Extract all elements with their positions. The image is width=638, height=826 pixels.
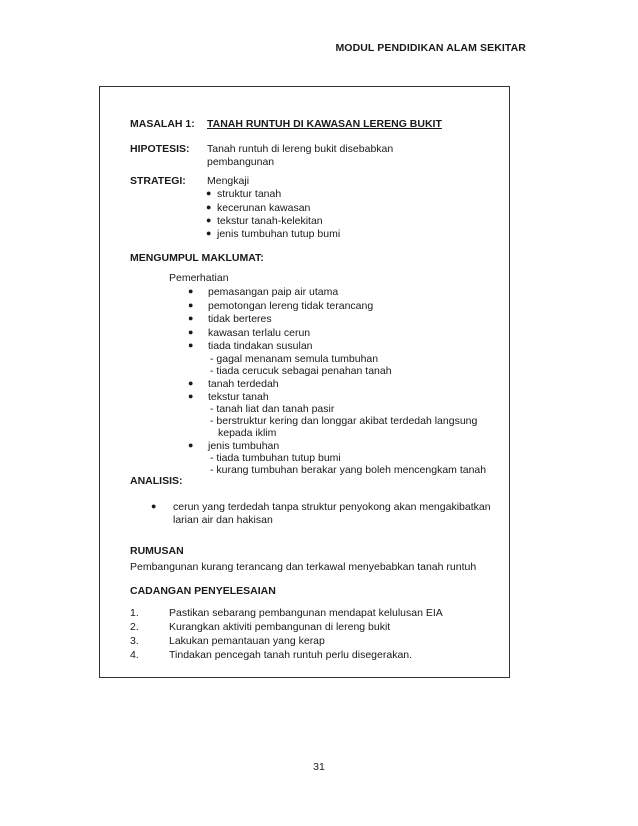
bullet-icon: ●	[206, 228, 212, 238]
observation-item-1: pemasangan paip air utama	[208, 286, 339, 298]
analisis-line-1: cerun yang terdedah tanpa struktur penyokong akan mengakibatkan	[173, 501, 491, 513]
observation-item-8: jenis tumbuhan	[208, 440, 280, 452]
bullet-icon: ●	[206, 188, 212, 198]
bullet-icon: ●	[206, 215, 212, 225]
page-number: 31	[313, 761, 325, 773]
analisis-line-2: larian air dan hakisan	[173, 514, 273, 526]
cadangan-item-3: Lakukan pemantauan yang kerap	[169, 635, 325, 647]
pemerhatian-label: Pemerhatian	[169, 272, 229, 284]
strategi-item-4: jenis tumbuhan tutup bumi	[217, 228, 341, 240]
cadangan-item-1: Pastikan sebarang pembangunan mendapat kelulusan EIA	[169, 607, 443, 619]
observation-item-4: kawasan terlalu cerun	[208, 327, 311, 339]
observation-item-6: tanah terdedah	[208, 378, 279, 390]
masalah-title: TANAH RUNTUH DI KAWASAN LERENG BUKIT	[207, 118, 442, 130]
observation-item-5: tiada tindakan susulan	[208, 340, 313, 352]
bullet-icon: ●	[188, 313, 194, 323]
observation-item-3: tidak berteres	[208, 313, 272, 325]
rumusan-text: Pembangunan kurang terancang dan terkawal menyebabkan tanah runtuh	[130, 561, 477, 573]
susulan-sub-1: - gagal menanam semula tumbuhan	[210, 353, 379, 365]
cadangan-label: CADANGAN PENYELESAIAN	[130, 585, 276, 597]
bullet-icon: ●	[188, 340, 194, 350]
tekstur-sub-1: - tanah liat dan tanah pasir	[210, 403, 335, 415]
bullet-icon: ●	[188, 391, 194, 401]
hipotesis-line-2: pembangunan	[207, 156, 275, 168]
observation-item-7: tekstur tanah	[208, 391, 269, 403]
rumusan-label: RUMUSAN	[130, 545, 184, 557]
cadangan-item-4: Tindakan pencegah tanah runtuh perlu disegerakan.	[169, 649, 413, 661]
bullet-icon: ●	[188, 440, 194, 450]
susulan-sub-2: - tiada cerucuk sebagai penahan tanah	[210, 365, 392, 377]
bullet-icon: ●	[188, 300, 194, 310]
bullet-icon: ●	[188, 378, 194, 388]
module-header: MODUL PENDIDIKAN ALAM SEKITAR	[335, 42, 526, 54]
strategi-item-3: tekstur tanah-kelekitan	[217, 215, 323, 227]
cadangan-num-2: 2.	[130, 621, 139, 633]
masalah-label: MASALAH 1:	[130, 118, 195, 130]
cadangan-num-3: 3.	[130, 635, 139, 647]
cadangan-num-1: 1.	[130, 607, 139, 619]
bullet-icon: ●	[151, 501, 157, 511]
analisis-label: ANALISIS:	[130, 475, 183, 487]
strategi-intro: Mengkaji	[207, 175, 250, 187]
strategi-item-1: struktur tanah	[217, 188, 282, 200]
hipotesis-line-1: Tanah runtuh di lereng bukit disebabkan	[207, 143, 394, 155]
cadangan-item-2: Kurangkan aktiviti pembangunan di lereng bukit	[169, 621, 391, 633]
cadangan-num-4: 4.	[130, 649, 139, 661]
strategi-item-2: kecerunan kawasan	[217, 202, 311, 214]
bullet-icon: ●	[188, 327, 194, 337]
tumbuhan-sub-1: - tiada tumbuhan tutup bumi	[210, 452, 341, 464]
tekstur-sub-3: kepada iklim	[218, 427, 277, 439]
observation-item-2: pemotongan lereng tidak terancang	[208, 300, 374, 312]
mengumpul-label: MENGUMPUL MAKLUMAT:	[130, 252, 264, 264]
tekstur-sub-2: - berstruktur kering dan longgar akibat terdedah langsung	[210, 415, 478, 427]
bullet-icon: ●	[188, 286, 194, 296]
strategi-label: STRATEGI:	[130, 175, 186, 187]
bullet-icon: ●	[206, 202, 212, 212]
hipotesis-label: HIPOTESIS:	[130, 143, 190, 155]
tumbuhan-sub-2: - kurang tumbuhan berakar yang boleh mencengkam tanah	[210, 464, 487, 476]
